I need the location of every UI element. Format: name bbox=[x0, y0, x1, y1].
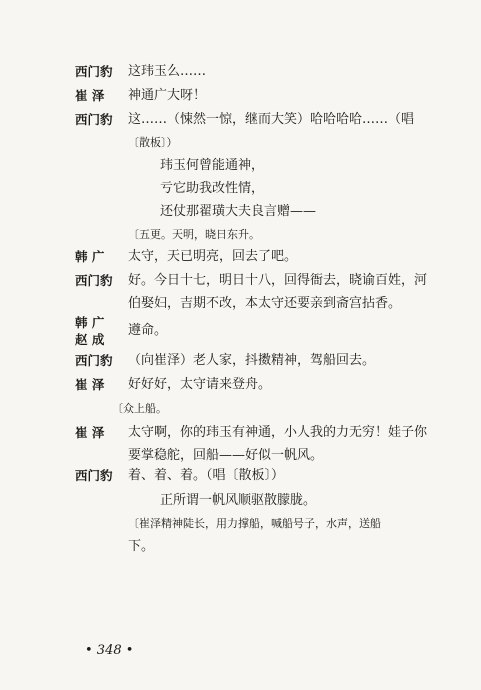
speaker-name: 西门豹 bbox=[75, 273, 113, 288]
stage-direction: 〔五更。天明，晓日东升。 bbox=[128, 228, 260, 241]
dialogue-line: 太守啊，你的玮玉有神通，小人我的力无穷！娃子你 bbox=[128, 425, 428, 440]
stage-direction: 下。 bbox=[128, 539, 155, 554]
verse-line: 还仗那翟璜大夫良言赠—— bbox=[160, 204, 317, 219]
dialogue-line: 遵命。 bbox=[128, 323, 168, 338]
dialogue-line: 要掌稳舵，回船——好似一帆风。 bbox=[128, 448, 324, 463]
stage-direction: 〔众上船。 bbox=[112, 402, 167, 415]
speaker-name: 韩 广 bbox=[75, 315, 105, 330]
dialogue-line: 好。今日十七，明日十八，回得衙去，晓谕百姓，河 bbox=[128, 273, 428, 288]
dialogue-line: （向崔泽）老人家，抖擞精神，驾船回去。 bbox=[128, 353, 376, 368]
speaker-name: 西门豹 bbox=[75, 353, 113, 368]
speaker-name: 赵 成 bbox=[75, 332, 105, 347]
speaker-name: 西门豹 bbox=[75, 468, 113, 483]
dialogue-line: 这……（悚然一惊，继而大笑）哈哈哈哈……（唱 bbox=[128, 112, 415, 127]
speaker-name: 崔 泽 bbox=[75, 88, 105, 103]
speaker-name: 崔 泽 bbox=[75, 425, 105, 440]
speaker-name: 韩 广 bbox=[75, 249, 105, 264]
dialogue-line: 着、着、着。（唱〔散板〕） bbox=[128, 468, 285, 483]
dialogue-line: 神通广大呀！ bbox=[128, 88, 207, 103]
speaker-name: 崔 泽 bbox=[75, 377, 105, 392]
verse-line: 正所谓一帆风顺驱散朦胧。 bbox=[160, 493, 317, 508]
verse-line: 亏它助我改性情， bbox=[160, 181, 265, 196]
verse-line: 玮玉何曾能通神， bbox=[160, 158, 265, 173]
speaker-name: 西门豹 bbox=[75, 112, 113, 127]
speaker-name: 西门豹 bbox=[75, 64, 113, 79]
dialogue-line: 好好好，太守请来登舟。 bbox=[128, 377, 272, 392]
dialogue-line: 伯娶妇，吉期不改，本太守还要亲到斋宫拈香。 bbox=[128, 296, 402, 311]
dialogue-line: 这玮玉么…… bbox=[128, 64, 207, 79]
dialogue-line: 太守，天已明亮，回去了吧。 bbox=[128, 249, 298, 264]
stage-direction: 〔散板〕） bbox=[128, 136, 178, 149]
page-number: • 348 • bbox=[85, 643, 134, 658]
stage-direction: 〔崔泽精神陡长，用力撑船，喊船号子，水声，送船 bbox=[128, 517, 381, 530]
